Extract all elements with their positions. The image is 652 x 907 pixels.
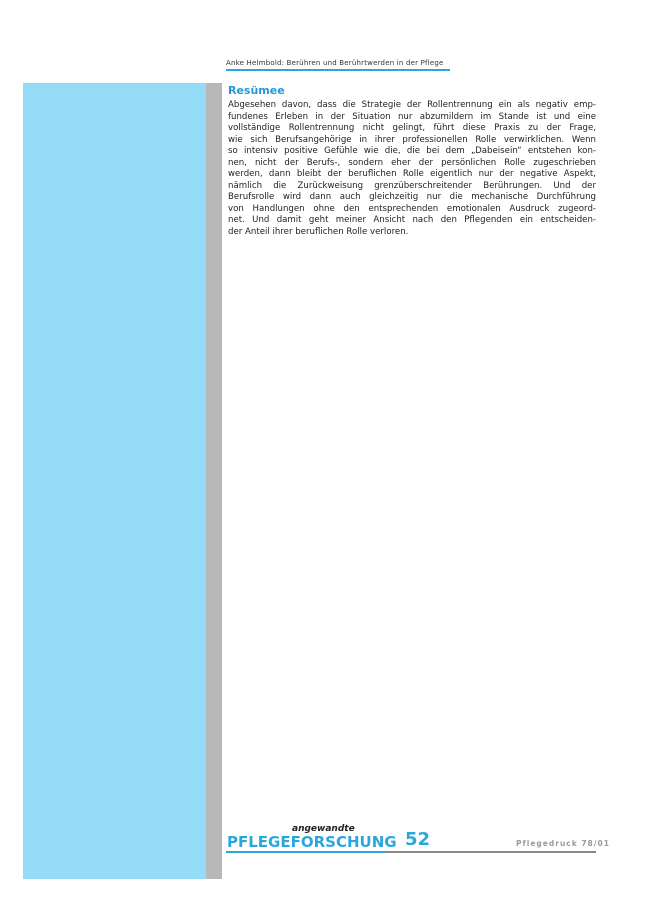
- section-title: Resümee: [228, 84, 285, 97]
- logo-small-text: angewandte: [292, 824, 355, 834]
- body-line: Berufsrolle wird dann auch gleichzeitig nur die mechanische Durchführung: [228, 192, 596, 202]
- body-line: von Handlungen ohne den entsprechenden emotionalen Ausdruck zugeord-: [228, 203, 596, 214]
- logo-main-text: PFLEGEFORSCHUNG: [227, 833, 397, 851]
- body-line: so intensiv positive Gefühle wie die, die bei dem „Dabeisein“ entstehen kon-: [228, 146, 596, 156]
- footer-rule-accent: [226, 851, 386, 853]
- body-line: fundenes Erleben in der Situation nur abzumildern im Stande ist und eine: [228, 111, 596, 122]
- body-line: Abgesehen davon, dass die Strategie der Rollentrennung ein als negativ emp-: [228, 100, 596, 110]
- body-line: wie sich Berufsangehörige in ihrer professionellen Rolle verwirklichen. Wenn: [228, 134, 596, 145]
- body-line: nämlich die Zurückweisung grenzüberschreitender Berührungen. Und der: [228, 180, 596, 191]
- body-line: net. Und damit geht meiner Ansicht nach den Pflegenden ein entscheiden-: [228, 215, 596, 225]
- body-line: vollständige Rollentrennung nicht gelingt, führt diese Praxis zu der Frage,: [228, 123, 596, 133]
- issue-label: Pflegedruck 78/01: [516, 839, 610, 848]
- running-head: Anke Helmbold: Berühren und Berührtwerden in der Pflege: [226, 59, 450, 71]
- body-line: nen, nicht der Berufs-, sondern eher der persönlichen Rolle zugeschrieben: [228, 157, 596, 168]
- body-line: der Anteil ihrer beruflichen Rolle verloren.: [228, 226, 409, 237]
- page-number: 52: [405, 829, 431, 850]
- body-line: werden, dann bleibt der beruflichen Rolle eigentlich nur der negative Aspekt,: [228, 169, 596, 179]
- gray-margin-band: [206, 83, 222, 879]
- body-paragraph: [228, 100, 596, 238]
- left-color-band: [23, 83, 206, 879]
